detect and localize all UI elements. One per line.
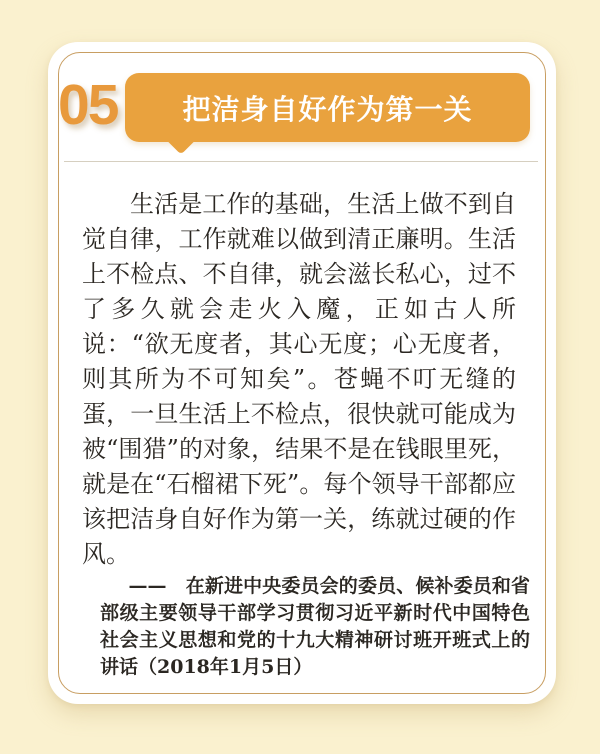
banner-tail-pointer [165,123,196,154]
header-divider [64,161,538,162]
title-banner [125,73,530,142]
section-title: 把洁身自好作为第一关 [182,93,473,125]
content-card [48,42,556,704]
section-number: 05 [58,73,118,137]
citation-text: —— 在新进中央委员会的委员、候补委员和省部级主要领导干部学习贯彻习近平新时代中国特色社会主义思想和党的十九大精神研讨班开班式上的讲话（2018年1月5日） [100,575,530,678]
body-paragraph: 生活是工作的基础，生活上做不到自觉自律，工作就难以做到清正廉明。生活上不检点、不自律，就会滋长私心，过不了多久就会走火入魔，正如古人所说：“欲无度者，其心无度；心无度者，则其所为不可知矣”。苍蝇不叮无缝的蛋，一旦生活上不检点，很快就可能成为被“围猎”的对象，结果不是在钱眼里死，就是在“石榴裙下死”。每个领导干部都应该把洁身自好作为第一关，练就过硬的作风。 [82,190,516,568]
